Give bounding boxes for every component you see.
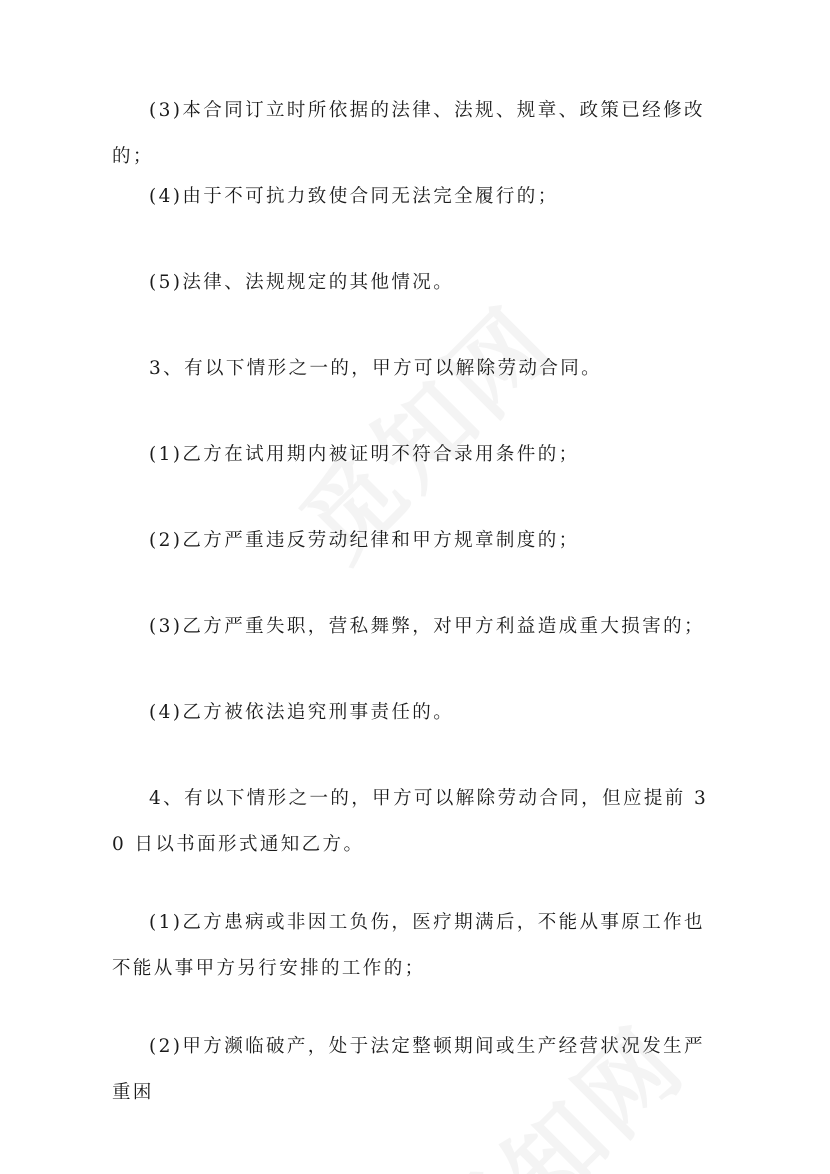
paragraph: (4)乙方被依法追究刑事责任的。: [149, 702, 455, 723]
paragraph: (3)乙方严重失职，营私舞弊，对甲方利益造成重大损害的；: [149, 616, 705, 637]
paragraph: (3)本合同订立时所依据的法律、法规、规章、政策已经修改的；: [112, 100, 705, 167]
paragraph: (2)甲方濒临破产，处于法定整顿期间或生产经营状况发生严重困: [112, 1036, 705, 1103]
paragraph: 4、有以下情形之一的，甲方可以解除劳动合同，但应提前 30 日以书面形式通知乙方。: [112, 788, 709, 855]
paragraph: (5)法律、法规规定的其他情况。: [149, 272, 455, 293]
paragraph: (1)乙方在试用期内被证明不符合录用条件的；: [149, 444, 580, 465]
paragraph: 3、有以下情形之一的，甲方可以解除劳动合同。: [149, 358, 603, 379]
paragraph: (1)乙方患病或非因工负伤，医疗期满后，不能从事原工作也不能从事甲方另行安排的工作的；: [112, 912, 705, 979]
paragraph: (2)乙方严重违反劳动纪律和甲方规章制度的；: [149, 530, 580, 551]
paragraph: (4)由于不可抗力致使合同无法完全履行的；: [149, 186, 559, 207]
